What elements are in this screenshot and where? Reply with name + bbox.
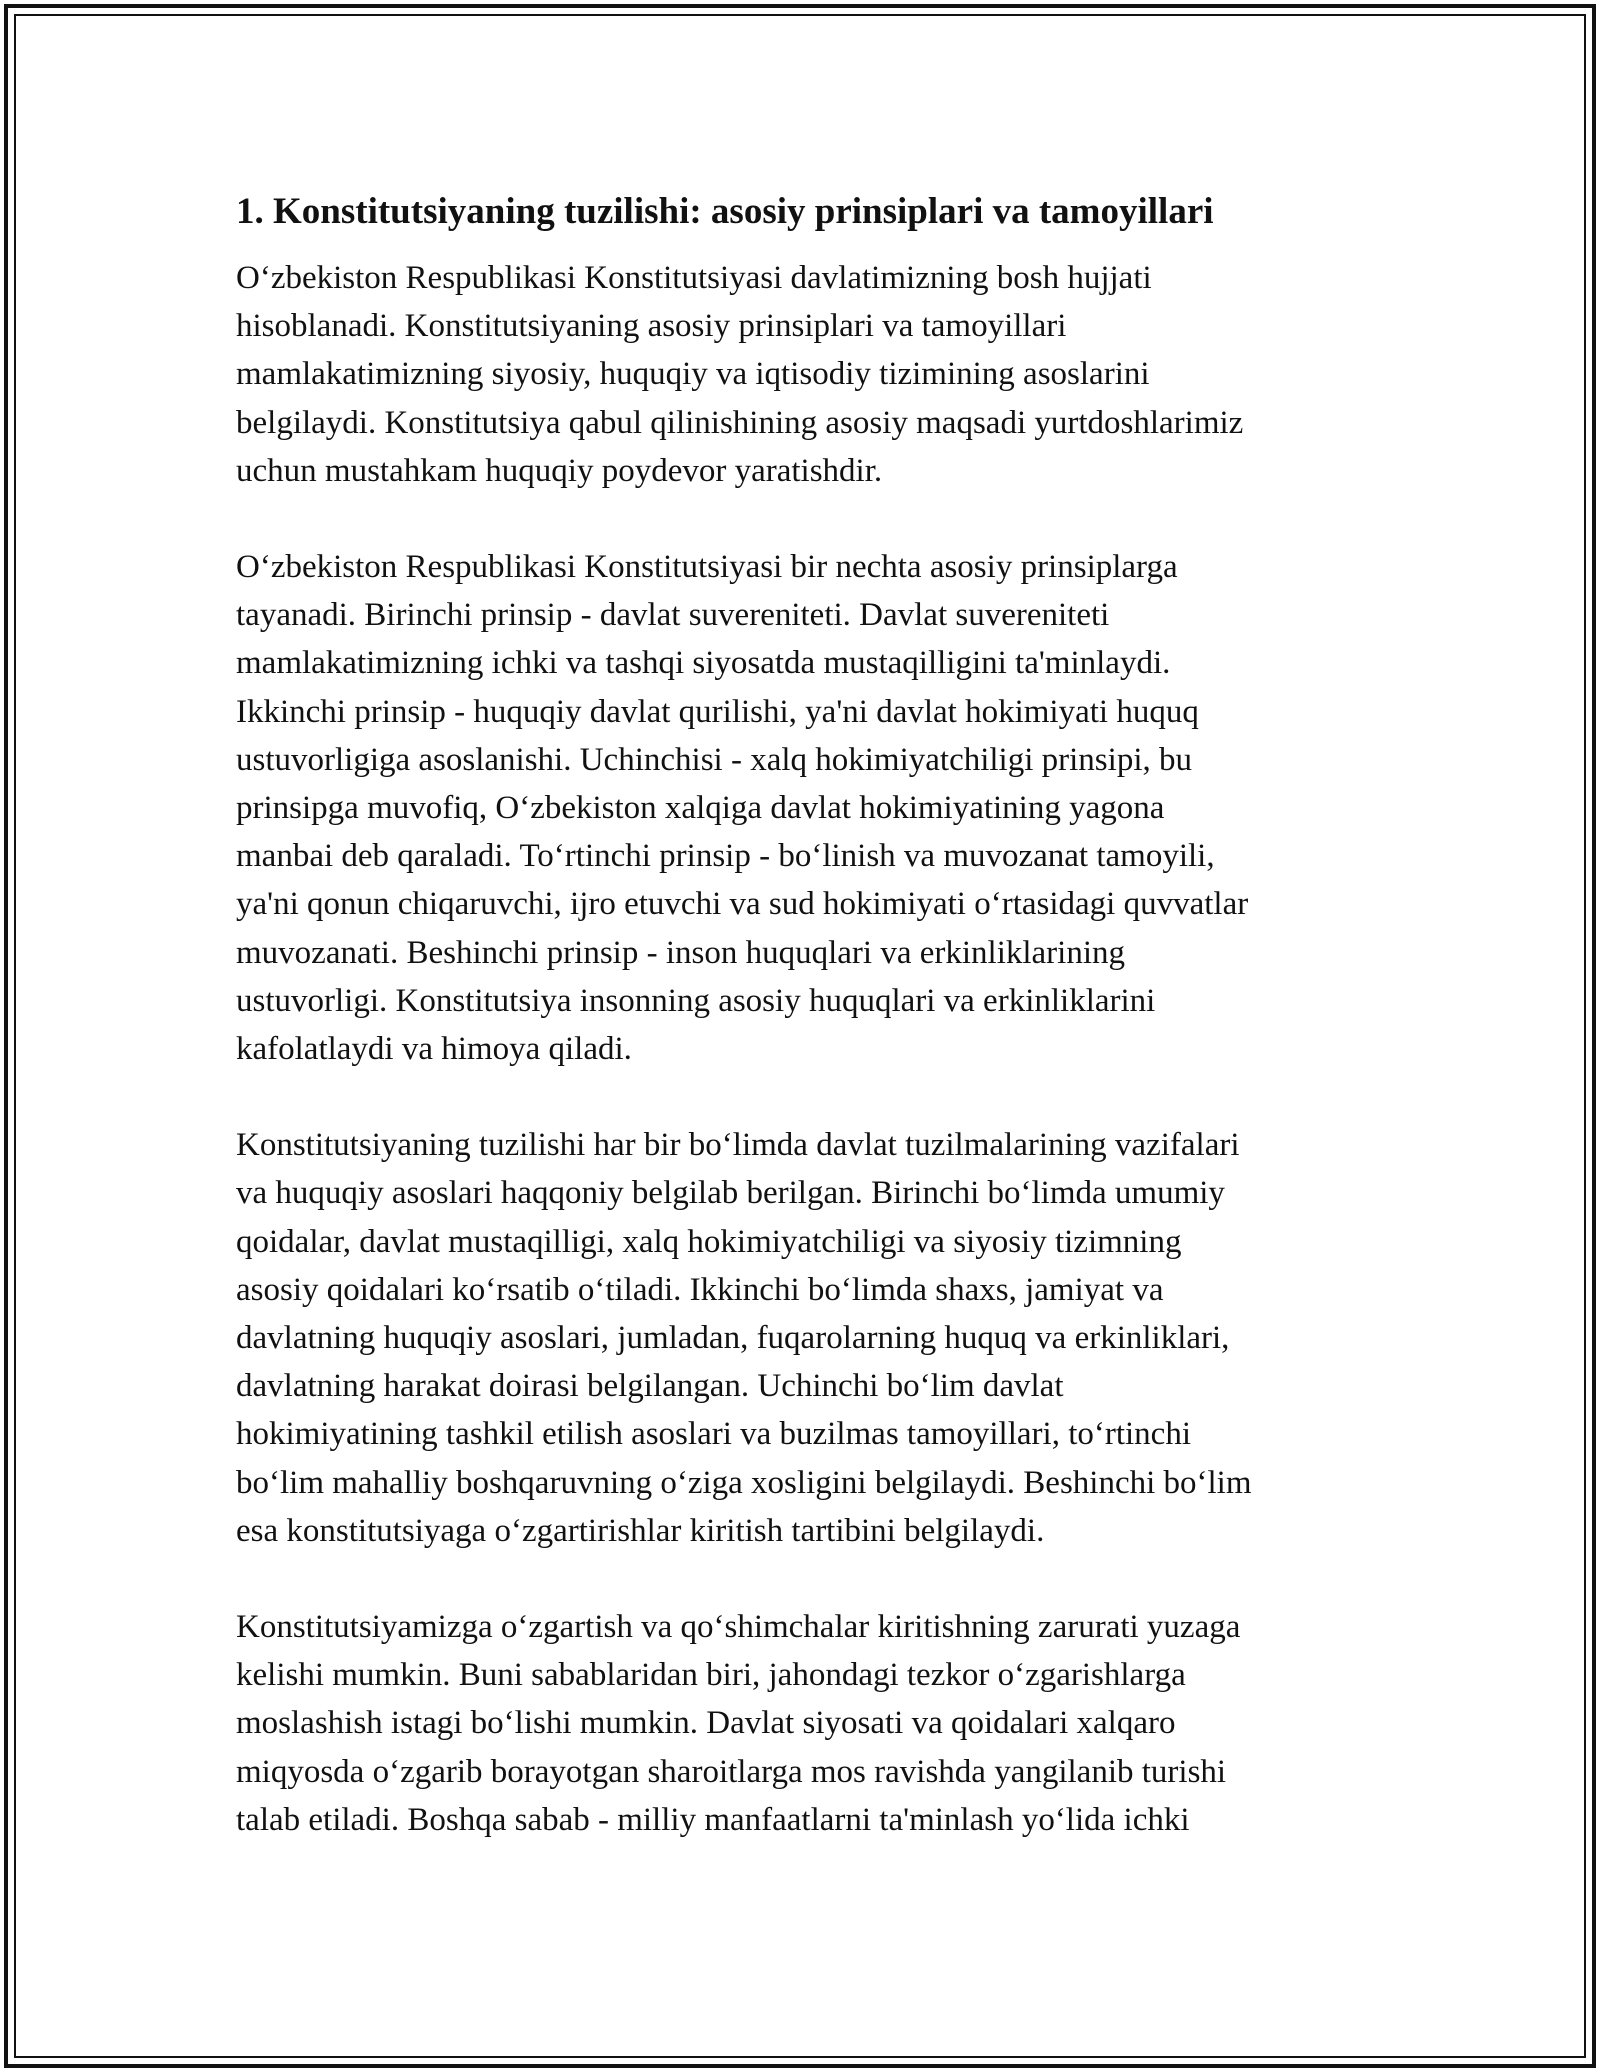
paragraph-1: O‘zbekiston Respublikasi Konstitutsiyasi davlatimizning bosh hujjati hisoblanadi. Konstitutsiyaning asosiy prinsiplari va tamoyillari mamlakatimizning siyosiy, huquqiy va iqtisodiy tizimining asoslarini belgilaydi. Konstitutsiya qabul qilinishining asosiy maqsadi yurtdoshlarimiz uchun mustahkam huquqiy poydevor yaratishdir. <box>236 260 1244 489</box>
section-heading: 1. Konstitutsiyaning tuzilishi: asosiy prinsiplari va tamoyillari <box>236 191 1214 232</box>
paragraph-3: Konstitutsiyaning tuzilishi har bir bo‘limda davlat tuzilmalarining vazifalari va huquqiy asoslari haqqoniy belgilab berilgan. Birinchi bo‘limda umumiy qoidalar, davlat mustaqilligi, xalq hokimiyatchiligi va siyosiy tizimning asosiy qoidalari ko‘rsatib o‘tiladi. Ikkinchi bo‘limda shaxs, jamiyat va davlatning huquqiy asoslari, jumladan, fuqarolarning huquq va erkinliklari, davlatning harakat doirasi belgilangan. Uchinchi bo‘lim davlat hokimiyatining tashkil etilish asoslari va buzilmas tamoyillari, to‘rtinchi bo‘lim mahalliy boshqaruvning o‘ziga xosligini belgilaydi. Beshinchi bo‘lim esa konstitutsiyaga o‘zgartirishlar kiritish tartibini belgilaydi. <box>236 1127 1252 1549</box>
paragraph-2: O‘zbekiston Respublikasi Konstitutsiyasi bir nechta asosiy prinsiplarga tayanadi. Birinchi prinsip - davlat suvereniteti. Davlat suvereniteti mamlakatimizning ichki va tashqi siyosatda mustaqilligini ta'minlaydi. Ikkinchi prinsip - huquqiy davlat qurilishi, ya'ni davlat hokimiyati huquq ustuvorligiga asoslanishi. Uchinchisi - xalq hokimiyatchiligi prinsipi, bu prinsipga muvofiq, O‘zbekiston xalqiga davlat hokimiyatining yagona manbai deb qaraladi. To‘rtinchi prinsip - bo‘linish va muvozanat tamoyili, ya'ni qonun chiqaruvchi, ijro etuvchi va sud hokimiyati o‘rtasidagi quvvatlar muvozanati. Beshinchi prinsip - inson huquqlari va erkinliklarining ustuvorligi. Konstitutsiya insonning asosiy huquqlari va erkinliklarini kafolatlaydi va himoya qiladi. <box>236 549 1249 1068</box>
document-body <box>236 188 1386 1892</box>
paragraph-4: Konstitutsiyamizga o‘zgartish va qo‘shimchalar kiritishning zarurati yuzaga kelishi mumkin. Buni sabablaridan biri, jahondagi tezkor o‘zgarishlarga moslashish istagi bo‘lishi mumkin. Davlat siyosati va qoidalari xalqaro miqyosda o‘zgarib borayotgan sharoitlarga mos ravishda yangilanib turishi talab etiladi. Boshqa sabab - milliy manfaatlarni ta'minlash yo‘lida ichki <box>236 1609 1241 1838</box>
